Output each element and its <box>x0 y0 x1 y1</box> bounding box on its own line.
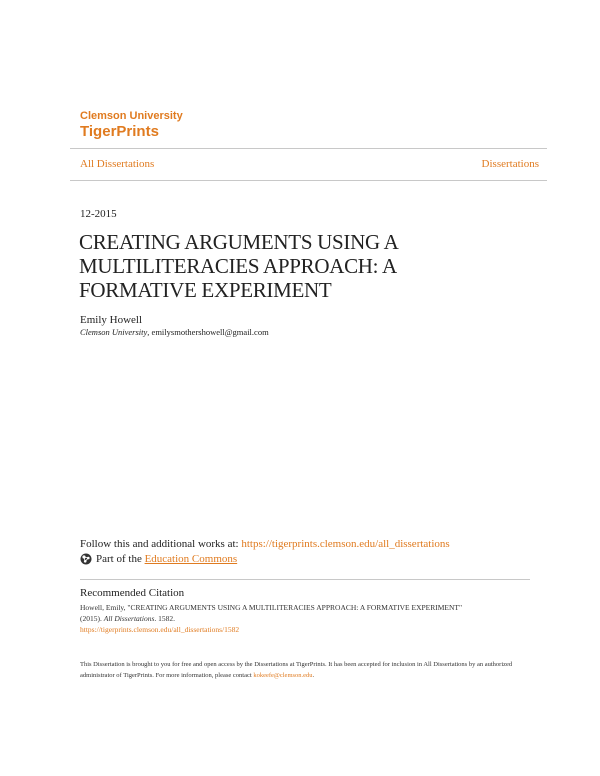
part-of-line <box>80 553 237 565</box>
citation-line-2 <box>80 613 530 624</box>
publication-date: 12-2015 <box>80 208 117 220</box>
citation-text <box>80 602 530 635</box>
citation-divider <box>80 579 530 580</box>
education-commons-link[interactable]: Education Commons <box>144 553 238 565</box>
brand-repository: TigerPrints <box>80 123 159 140</box>
contact-email-link[interactable]: kokeefe@clemson.edu <box>253 672 313 679</box>
access-statement <box>80 659 530 681</box>
brand-university: Clemson University <box>80 110 183 122</box>
citation-series: All Dissertations <box>103 614 155 623</box>
access-statement-text: This Dissertation is brought to you for free and open access by the Dissertations at TigerPrints. It has been accepted for inclusion in All Dissertations by an authorized administrator of TigerPrints. For more information, please contact <box>80 661 513 679</box>
access-statement-end: . <box>312 672 315 679</box>
repository-brand <box>80 110 183 141</box>
document-title: CREATING ARGUMENTS USING A MULTILITERACIES APPROACH: A FORMATIVE EXPERIMENT <box>79 230 398 302</box>
network-icon <box>80 553 92 565</box>
affiliation-email: , emilysmothershowell@gmail.com <box>147 327 269 337</box>
affiliation-institution: Clemson University <box>80 327 148 337</box>
follow-url-link[interactable]: https://tigerprints.clemson.edu/all_dissertations <box>241 538 450 550</box>
recommended-citation-heading: Recommended Citation <box>80 587 185 599</box>
dissertations-link[interactable]: Dissertations <box>481 158 539 170</box>
citation-number: . 1582. <box>154 614 176 623</box>
citation-line-1: Howell, Emily, "CREATING ARGUMENTS USING A MULTILITERACIES APPROACH: A FORMATIVE EXPERIMENT" <box>80 603 463 612</box>
follow-prefix: Follow this and additional works at: <box>80 538 242 550</box>
collection-navbar <box>70 148 547 181</box>
part-of-prefix: Part of the <box>96 553 142 565</box>
citation-year: (2015). <box>80 614 104 623</box>
citation-url-link[interactable]: https://tigerprints.clemson.edu/all_dissertations/1582 <box>80 625 240 634</box>
follow-line <box>80 538 450 550</box>
author-name: Emily Howell <box>80 314 143 326</box>
all-dissertations-link[interactable]: All Dissertations <box>80 158 155 170</box>
author-affiliation <box>80 327 269 337</box>
